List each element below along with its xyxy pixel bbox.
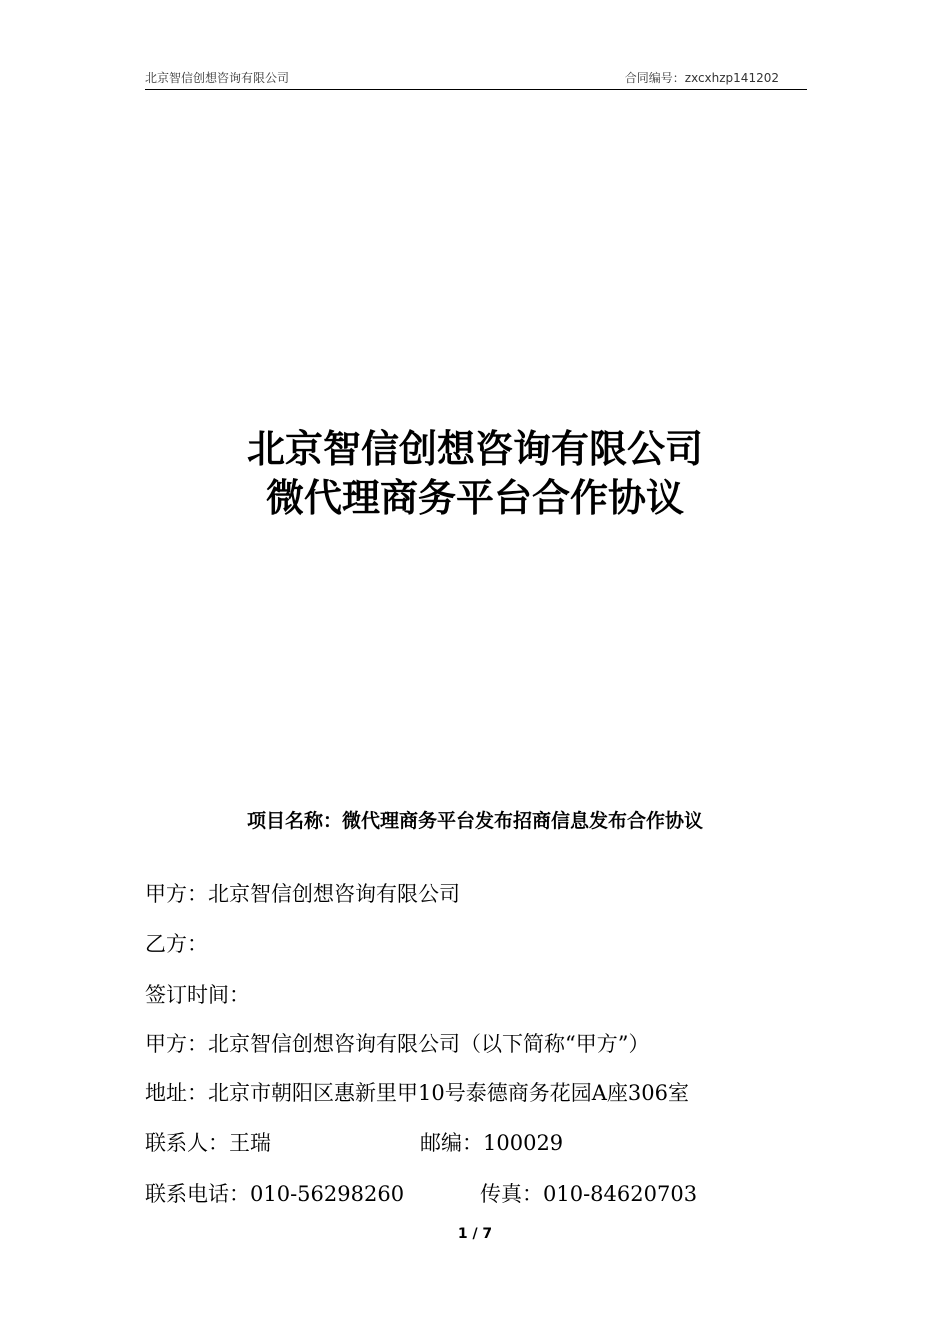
sign-date-line: 签订时间： <box>145 983 250 1007</box>
contact-person: 联系人：王瑞 <box>145 1131 271 1155</box>
header-company: 北京智信创想咨询有限公司 <box>145 71 290 85</box>
project-name: 项目名称：微代理商务平台发布招商信息发布合作协议 <box>246 810 703 832</box>
fax-number: 传真：010-84620703 <box>480 1182 698 1206</box>
page-number: 1 / 7 <box>457 1226 493 1242</box>
phone-number: 联系电话：010-56298260 <box>145 1182 405 1206</box>
phone-row <box>145 1180 698 1208</box>
address-line: 地址：北京市朝阳区惠新里甲10号泰德商务花园A座306室 <box>145 1081 689 1105</box>
header-contract-number: 合同编号：zxcxhzp141202 <box>624 71 779 85</box>
contact-row <box>145 1129 564 1157</box>
document-title-line-2: 微代理商务平台合作协议 <box>265 476 684 520</box>
postcode: 邮编：100029 <box>420 1131 564 1155</box>
document-title-line-1: 北京智信创想咨询有限公司 <box>246 427 703 471</box>
page-header <box>145 67 807 90</box>
party-a-line: 甲方：北京智信创想咨询有限公司 <box>145 882 460 906</box>
party-b-line: 乙方： <box>145 932 208 956</box>
party-a-full-line: 甲方：北京智信创想咨询有限公司（以下简称“甲方”） <box>145 1032 650 1056</box>
